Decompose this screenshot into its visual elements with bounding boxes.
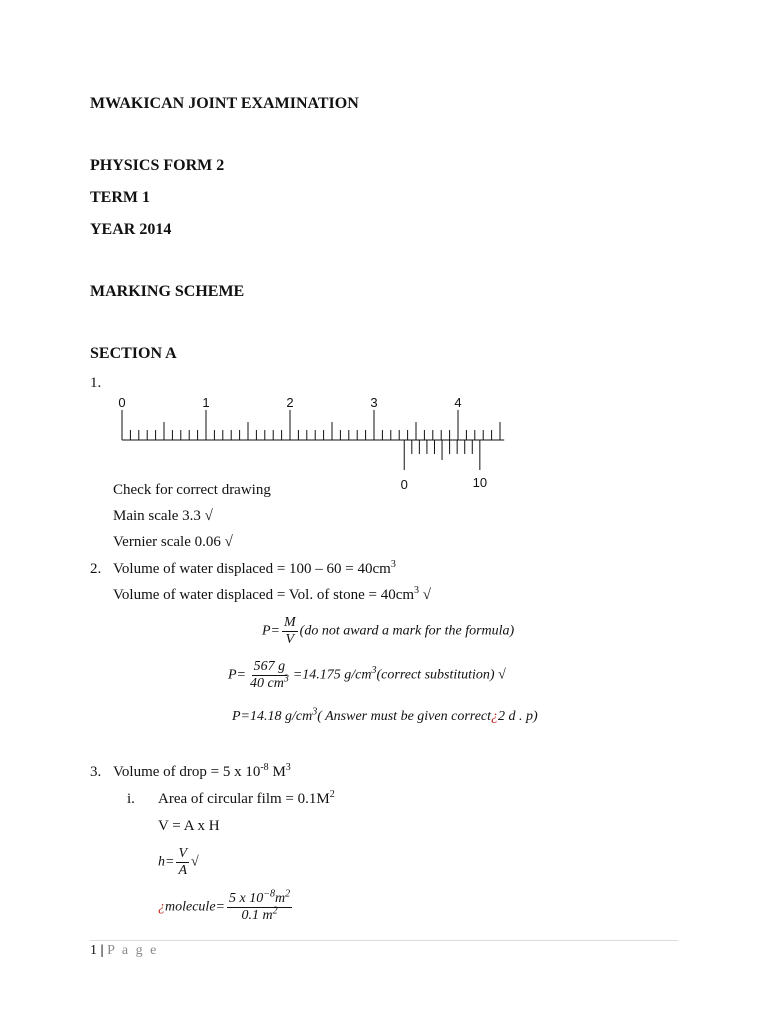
q1-vernier-scale: Vernier scale 0.06 √	[113, 534, 233, 550]
vernier-scale-label: 10	[472, 475, 488, 490]
q3-sub-number: i.	[127, 791, 135, 807]
marking-scheme-heading: MARKING SCHEME	[90, 283, 245, 300]
term-heading: TERM 1	[90, 189, 150, 206]
question-1-number: 1.	[90, 375, 102, 391]
scale-labels	[118, 395, 487, 492]
subject-heading: PHYSICS FORM 2	[90, 157, 225, 174]
question-3-number: 3.	[90, 764, 102, 780]
main-scale	[122, 410, 504, 440]
q3-volume-of-drop: Volume of drop = 5 x $10^{-8}$ $M^3$	[113, 762, 291, 780]
q1-main-scale: Main scale 3.3 √	[113, 508, 213, 524]
q2-line-2: Volume of water displaced = Vol. of stone = $40cm^3$ √	[113, 585, 432, 603]
q3-molecule-formula: ¿molecule= $\frac{5 x 10^{-8}m^2}{0.1 m^2}$	[158, 888, 291, 923]
section-heading: SECTION A	[90, 345, 177, 362]
vernier-scale-label: 0	[400, 477, 408, 492]
question-2-number: 2.	[90, 561, 102, 577]
q3-area-of-film: Area of circular film = $0.1M^2$	[158, 789, 335, 807]
q2-line-1: Volume of water displaced = $100 - 60 = 40cm^3$	[113, 559, 396, 577]
main-scale-label: 0	[118, 395, 126, 410]
q1-check-drawing: Check for correct drawing	[113, 482, 271, 498]
footer-divider	[90, 940, 678, 941]
vernier-scale	[404, 440, 480, 470]
main-scale-label: 2	[286, 395, 294, 410]
q2-answer: P=14.18 $g/cm^3$( Answer must be given correct¿2 d . p)	[232, 706, 538, 724]
main-scale-label: 3	[370, 395, 378, 410]
q3-height-formula: h= $\frac{V}{A}$ √	[158, 846, 199, 878]
main-scale-label: 1	[202, 395, 210, 410]
exam-title: MWAKICAN JOINT EXAMINATION	[90, 95, 359, 112]
q3-volume-formula: V = A x H	[158, 818, 220, 834]
year-heading: YEAR 2014	[90, 221, 172, 238]
main-scale-label: 4	[454, 395, 462, 410]
q2-density-formula: P= $\frac{M}{V}$ (do not award a mark for the formula)	[262, 615, 515, 647]
q2-substitution: P= $\frac{567 g}{40 cm^3}$ =14.175 $g/cm^3(correct$ substitution) √	[228, 659, 506, 691]
page-footer: 1 | P a g e	[90, 943, 159, 958]
